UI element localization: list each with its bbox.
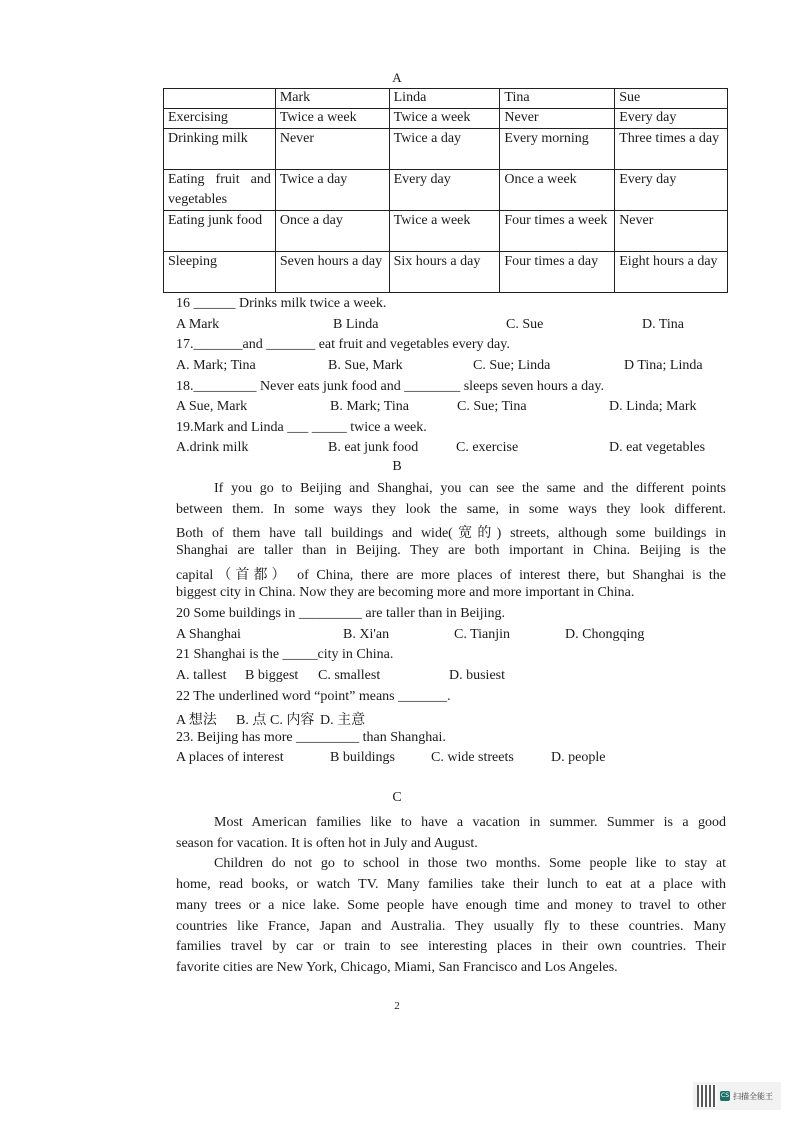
answer-option: D Tina; Linda — [624, 357, 703, 373]
table-cell: Every morning — [500, 129, 615, 170]
answer-option: C. Sue; Tina — [457, 399, 527, 415]
page-number: 2 — [394, 1000, 400, 1012]
answer-option: A 想法 — [176, 713, 217, 729]
table-row — [164, 109, 728, 129]
question-stem: 19.Mark and Linda ___ _____ twice a week. — [176, 419, 427, 435]
paragraph-line: Children do not go to school in those two months. Some people like to stay at — [214, 856, 726, 872]
answer-option: C. Sue — [506, 316, 544, 332]
table-cell: Three times a day — [615, 129, 728, 170]
table-cell: Never — [275, 129, 389, 170]
answer-option: B. Mark; Tina — [330, 399, 409, 415]
question-stem: 22 The underlined word “point” means _______. — [176, 688, 451, 704]
table-header-cell: Tina — [500, 89, 615, 109]
question-stem: 17._______and _______ eat fruit and vegetables every day. — [176, 337, 510, 353]
table-cell: Sleeping — [164, 252, 276, 293]
answer-option: D. eat vegetables — [609, 440, 706, 456]
answer-option: B. Sue, Mark — [328, 357, 403, 373]
habits-table — [163, 88, 728, 293]
answer-option: B biggest — [245, 667, 299, 683]
table-cell: Twice a week — [389, 211, 500, 252]
answer-option: A. tallest — [176, 667, 227, 683]
paragraph-line: home, read books, or watch TV. Many families take their lunch to eat at a place with — [176, 877, 726, 893]
qr-code-icon — [697, 1085, 717, 1107]
table-cell: Every day — [389, 170, 500, 211]
answer-option: C. 内容 — [270, 713, 315, 729]
paragraph-line: countries like France, Japan and Australia. They usually fly to these countries. Many — [176, 918, 726, 934]
table-row — [164, 129, 728, 170]
answer-option: D. 主意 — [320, 713, 366, 729]
question-stem: 20 Some buildings in _________ are taller than in Beijing. — [176, 606, 505, 621]
question-stem: 16 ______ Drinks milk twice a week. — [176, 296, 387, 311]
table-cell: Eight hours a day — [615, 252, 728, 293]
table-cell: Every day — [615, 170, 728, 211]
section-b-heading: B — [392, 459, 402, 474]
table-cell: Drinking milk — [164, 129, 276, 170]
table-cell: Seven hours a day — [275, 252, 389, 293]
watermark-text: 扫描全能王 — [733, 1091, 773, 1101]
camscanner-logo-icon: CS — [721, 1092, 729, 1099]
answer-option: A Shanghai — [176, 626, 241, 642]
answer-option: D. Tina — [642, 316, 685, 332]
paragraph-line: families travel by car or train to see interesting places in their own countries. Their — [176, 939, 726, 955]
question-stem: 21 Shanghai is the _____city in China. — [176, 647, 394, 663]
question-stem: 18._________ Never eats junk food and ________ sleeps seven hours a day. — [176, 378, 604, 394]
paragraph-line: Shanghai are taller than in Beijing. They are both important in China. Beijing is the — [176, 543, 726, 559]
answer-option: C. wide streets — [431, 750, 514, 766]
table-cell: Once a week — [500, 170, 615, 211]
answer-option: A.drink milk — [176, 440, 249, 456]
table-header-cell — [164, 89, 276, 109]
table-cell: Four times a week — [500, 211, 615, 252]
answer-option: D. people — [551, 750, 606, 766]
answer-option: C. exercise — [456, 440, 519, 456]
section-a-heading: A — [392, 70, 402, 85]
table-header-cell: Mark — [275, 89, 389, 109]
table-cell: Twice a day — [275, 170, 389, 211]
answer-option: D. Linda; Mark — [609, 399, 697, 415]
answer-option: B. Xi'an — [343, 626, 390, 642]
table-row — [164, 170, 728, 211]
answer-option: C. Sue; Linda — [473, 357, 551, 373]
paragraph-line: Both of them have tall buildings and wide(宽的) streets, although some buildings in — [176, 526, 726, 542]
answer-option: D. Chongqing — [565, 626, 645, 642]
table-cell: Eating fruit and vegetables — [164, 170, 276, 211]
paragraph-line: favorite cities are New York, Chicago, Miami, San Francisco and Los Angeles. — [176, 959, 618, 975]
table-cell: Every day — [615, 109, 728, 129]
answer-option: C. smallest — [318, 667, 381, 683]
table-row — [164, 211, 728, 252]
table-cell: Never — [615, 211, 728, 252]
table-row — [164, 252, 728, 293]
answer-option: B Linda — [333, 316, 379, 332]
paragraph-line: many trees or a nice lake. Some people have enough time and money to travel to other — [176, 897, 726, 913]
table-cell: Eating junk food — [164, 211, 276, 252]
table-cell: Never — [500, 109, 615, 129]
question-stem: 23. Beijing has more _________ than Shanghai. — [176, 729, 446, 745]
paragraph-line: season for vacation. It is often hot in July and August. — [176, 835, 478, 851]
table-cell: Twice a week — [389, 109, 500, 129]
table-header-cell: Sue — [615, 89, 728, 109]
table-cell: Four times a day — [500, 252, 615, 293]
table-cell: Twice a day — [389, 129, 500, 170]
paragraph-line: between them. In some ways they look the same, in some ways they look different. — [176, 501, 726, 517]
scanner-watermark — [693, 1082, 781, 1110]
answer-option: B. eat junk food — [328, 440, 419, 456]
answer-option: B. 点 — [236, 713, 267, 729]
table-cell: Once a day — [275, 211, 389, 252]
answer-option: B buildings — [330, 750, 395, 766]
paragraph-line: Most American families like to have a vacation in summer. Summer is a good — [214, 815, 726, 830]
answer-option: D. busiest — [449, 667, 505, 683]
answer-option: C. Tianjin — [454, 626, 511, 642]
section-c-heading: C — [392, 790, 402, 805]
answer-option: A places of interest — [176, 750, 284, 766]
table-header-cell: Linda — [389, 89, 500, 109]
paragraph-line: biggest city in China. Now they are becoming more and more important in China. — [176, 584, 635, 600]
table-cell: Six hours a day — [389, 252, 500, 293]
table-header-row — [164, 89, 728, 109]
answer-option: A Mark — [176, 316, 220, 332]
table-cell: Twice a week — [275, 109, 389, 129]
answer-option: A. Mark; Tina — [176, 357, 256, 373]
table-cell: Exercising — [164, 109, 276, 129]
paragraph-line: If you go to Beijing and Shanghai, you can see the same and the different points — [214, 481, 726, 496]
paragraph-line: capital（首都） of China, there are more places of interest there, but Shanghai is the — [176, 567, 726, 583]
answer-option: A Sue, Mark — [176, 399, 248, 415]
